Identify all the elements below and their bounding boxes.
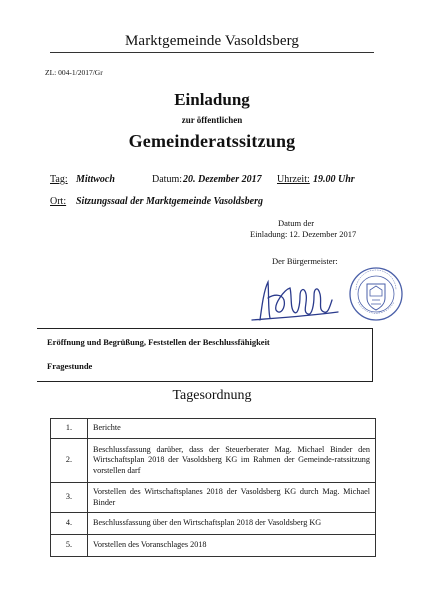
agenda-item-text: Vorstellen des Voranschlages 2018 <box>88 535 376 557</box>
agenda-table <box>50 418 376 557</box>
question-time-item: Fragestunde <box>47 361 93 371</box>
agenda-item-number: 5. <box>51 535 88 557</box>
opening-section <box>37 328 373 382</box>
agenda-row <box>51 513 376 535</box>
municipal-seal <box>348 266 404 322</box>
mayor-signature <box>238 260 348 330</box>
agenda-row <box>51 439 376 483</box>
document-subtitle: zur öffentlichen <box>181 115 243 125</box>
day-value: Mittwoch <box>76 174 115 185</box>
date-label: Datum: <box>152 174 182 185</box>
agenda-row <box>51 419 376 439</box>
municipality-header: Marktgemeinde Vasoldsberg <box>125 33 299 49</box>
date-value: 20. Dezember 2017 <box>183 174 262 185</box>
agenda-row <box>51 483 376 513</box>
invitation-date <box>250 218 357 240</box>
time-value: 19.00 Uhr <box>313 174 355 185</box>
location-label: Ort: <box>50 196 67 207</box>
agenda-item-number: 4. <box>51 513 88 535</box>
reference-number: ZL: 004-1/2017/Gr <box>45 68 103 77</box>
agenda-item-text: Beschlussfassung darüber, dass der Steuerberater Mag. Michael Binder den Wirtschaftsplan 2018 der Vasoldsberg KG im Rahmen der Gemeinde-ratssitzung vorstellen darf <box>88 439 376 483</box>
agenda-title: Tagesordnung <box>172 388 252 403</box>
day-label: Tag: <box>50 174 68 185</box>
mayor-caption: Der Bürgermeister: <box>272 256 338 266</box>
location-value: Sitzungssaal der Marktgemeinde Vasoldsberg <box>76 196 263 207</box>
invitation-date-line2: Einladung: 12. Dezember 2017 <box>250 229 357 239</box>
header-divider <box>50 52 374 53</box>
agenda-item-number: 3. <box>51 483 88 513</box>
agenda-item-text: Beschlussfassung über den Wirtschaftsplan 2018 der Vasoldsberg KG <box>88 513 376 535</box>
agenda-item-number: 2. <box>51 439 88 483</box>
invitation-date-line1: Datum der <box>278 218 315 228</box>
agenda-item-text: Vorstellen des Wirtschaftsplanes 2018 der Vasoldsberg KG durch Mag. Michael Binder <box>88 483 376 513</box>
time-label: Uhrzeit: <box>277 174 310 185</box>
meeting-type: Gemeinderatssitzung <box>128 131 296 151</box>
agenda-row <box>51 535 376 557</box>
document-title: Einladung <box>174 90 250 109</box>
opening-item: Eröffnung und Begrüßung, Feststellen der Beschlussfähigkeit <box>47 337 270 347</box>
agenda-item-text: Berichte <box>88 419 376 439</box>
agenda-item-number: 1. <box>51 419 88 439</box>
